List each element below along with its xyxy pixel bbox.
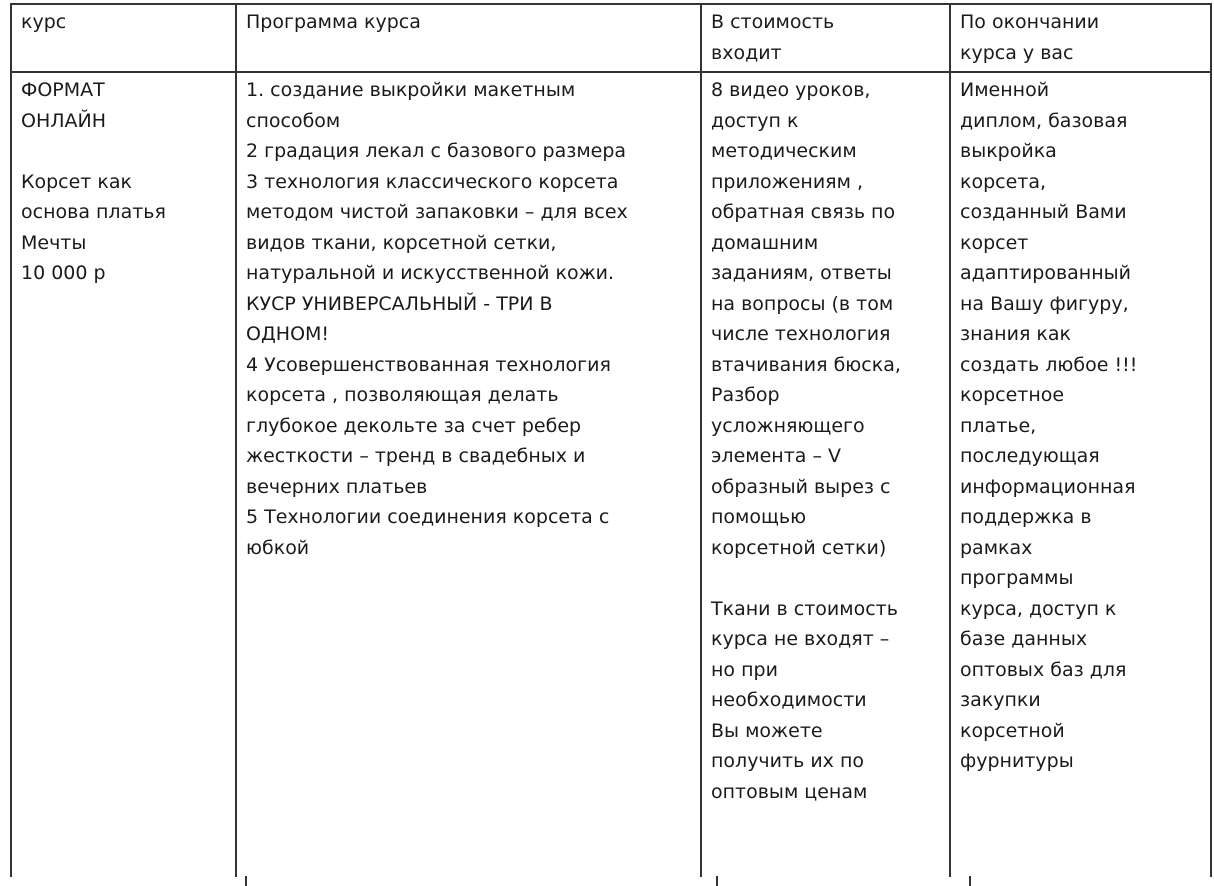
text-line: домашним (711, 231, 819, 254)
text-line: получить их по (711, 750, 864, 772)
text-line: ОДНОМ! (246, 323, 330, 345)
column-divider-tick (245, 876, 247, 886)
text-line: основа платья (21, 201, 166, 223)
text-line: на вопросы (в том (711, 292, 894, 315)
text-line: 3 технология классического корсета (246, 170, 619, 193)
text-line: рамках (960, 536, 1033, 559)
course-cell (11, 72, 236, 877)
text-line: но при (711, 658, 778, 681)
text-line: юбкой (246, 536, 310, 559)
text-line: глубокое декольте за счет ребер (246, 414, 582, 437)
text-line: фурнитуры (960, 750, 1074, 772)
text-line: курса, доступ к (960, 597, 1117, 620)
table-row (11, 72, 1211, 877)
text-line: Именной (960, 79, 1050, 101)
header-price-includes (701, 4, 950, 72)
text-line (21, 136, 229, 167)
text-line: 5 Технологии соединения корсета с (246, 506, 610, 528)
text-line: оптовых баз для (960, 658, 1127, 681)
text-line: входит (711, 41, 782, 64)
text-line: ФОРМАТ (21, 79, 105, 101)
text-line: курса не входят – (711, 628, 890, 650)
column-divider-tick (716, 876, 718, 886)
price-includes-cell (701, 72, 950, 877)
text-line: способом (246, 109, 341, 132)
text-line: элемента – V (711, 445, 841, 467)
text-line: необходимости (711, 689, 867, 711)
text-line: жесткости – тренд в свадебных и (246, 445, 586, 467)
text-line: Корсет как (21, 170, 133, 193)
text-line: Мечты (21, 231, 87, 254)
text-line: платье, (960, 414, 1037, 437)
text-line: курса у вас (960, 41, 1074, 64)
text-line: адаптированный (960, 262, 1131, 284)
text-line: корсета , позволяющая делать (246, 384, 559, 406)
text-line: ОНЛАЙН (21, 109, 107, 132)
header-program (236, 4, 701, 72)
text-line: доступ к (711, 109, 799, 132)
text-line: оптовым ценам (711, 780, 868, 803)
text-line: методом чистой запаковки – для всех (246, 201, 628, 223)
text-line: корсет (960, 231, 1029, 254)
text-line: В стоимость (711, 11, 835, 33)
text-line: По окончании (960, 11, 1100, 33)
column-divider-tick (969, 876, 971, 886)
text-line: 1. создание выкройки макетным (246, 79, 576, 101)
text-line: корсетной сетки) (711, 536, 887, 559)
text-line: 2 градация лекал с базового размера (246, 140, 627, 162)
text-line: Программа курса (246, 11, 421, 33)
text-line: КУСР УНИВЕРСАЛЬНЫЙ - ТРИ В (246, 292, 553, 315)
table-header-row (11, 4, 1211, 72)
text-line: на Вашу фигуру, (960, 292, 1129, 315)
text-line: создать любое !!! (960, 353, 1138, 376)
text-line: поддержка в (960, 506, 1092, 528)
text-line: закупки (960, 689, 1041, 711)
text-line: 8 видео уроков, (711, 79, 871, 101)
text-line: обратная связь по (711, 201, 896, 223)
text-line: втачивания бюска, (711, 353, 901, 376)
text-line: вечерних платьев (246, 475, 428, 498)
text-line: натуральной и искусственной кожи. (246, 262, 615, 284)
text-line: числе технология (711, 323, 891, 345)
text-line: знания как (960, 323, 1072, 345)
text-line: 10 000 р (21, 262, 106, 284)
text-line: созданный Вами (960, 201, 1127, 223)
text-line: приложениям , (711, 170, 864, 193)
text-line: методическим (711, 140, 857, 162)
text-line: программы (960, 567, 1074, 589)
text-line: Вы можете (711, 719, 823, 742)
course-table (10, 3, 1212, 877)
after-course-cell (950, 72, 1211, 877)
header-after-course (950, 4, 1211, 72)
text-line: 4 Усовершенствованная технология (246, 353, 611, 376)
program-cell (236, 72, 701, 877)
text-line: последующая (960, 445, 1100, 467)
text-line: помощью (711, 506, 807, 528)
text-line: информационная (960, 475, 1136, 498)
text-line: усложняющего (711, 414, 865, 437)
text-line: образный вырез с (711, 475, 891, 498)
text-line: курс (21, 11, 67, 33)
text-line: корсета, (960, 170, 1047, 193)
header-course (11, 4, 236, 72)
text-line (711, 563, 943, 594)
text-line: выкройка (960, 140, 1057, 162)
text-line: диплом, базовая (960, 109, 1128, 132)
text-line: видов ткани, корсетной сетки, (246, 231, 557, 254)
text-line: корсетное (960, 384, 1065, 406)
text-line: Разбор (711, 384, 780, 406)
text-line: Ткани в стоимость (711, 597, 898, 620)
text-line: базе данных (960, 628, 1088, 650)
text-line: корсетной (960, 719, 1065, 742)
text-line: заданиям, ответы (711, 262, 892, 284)
